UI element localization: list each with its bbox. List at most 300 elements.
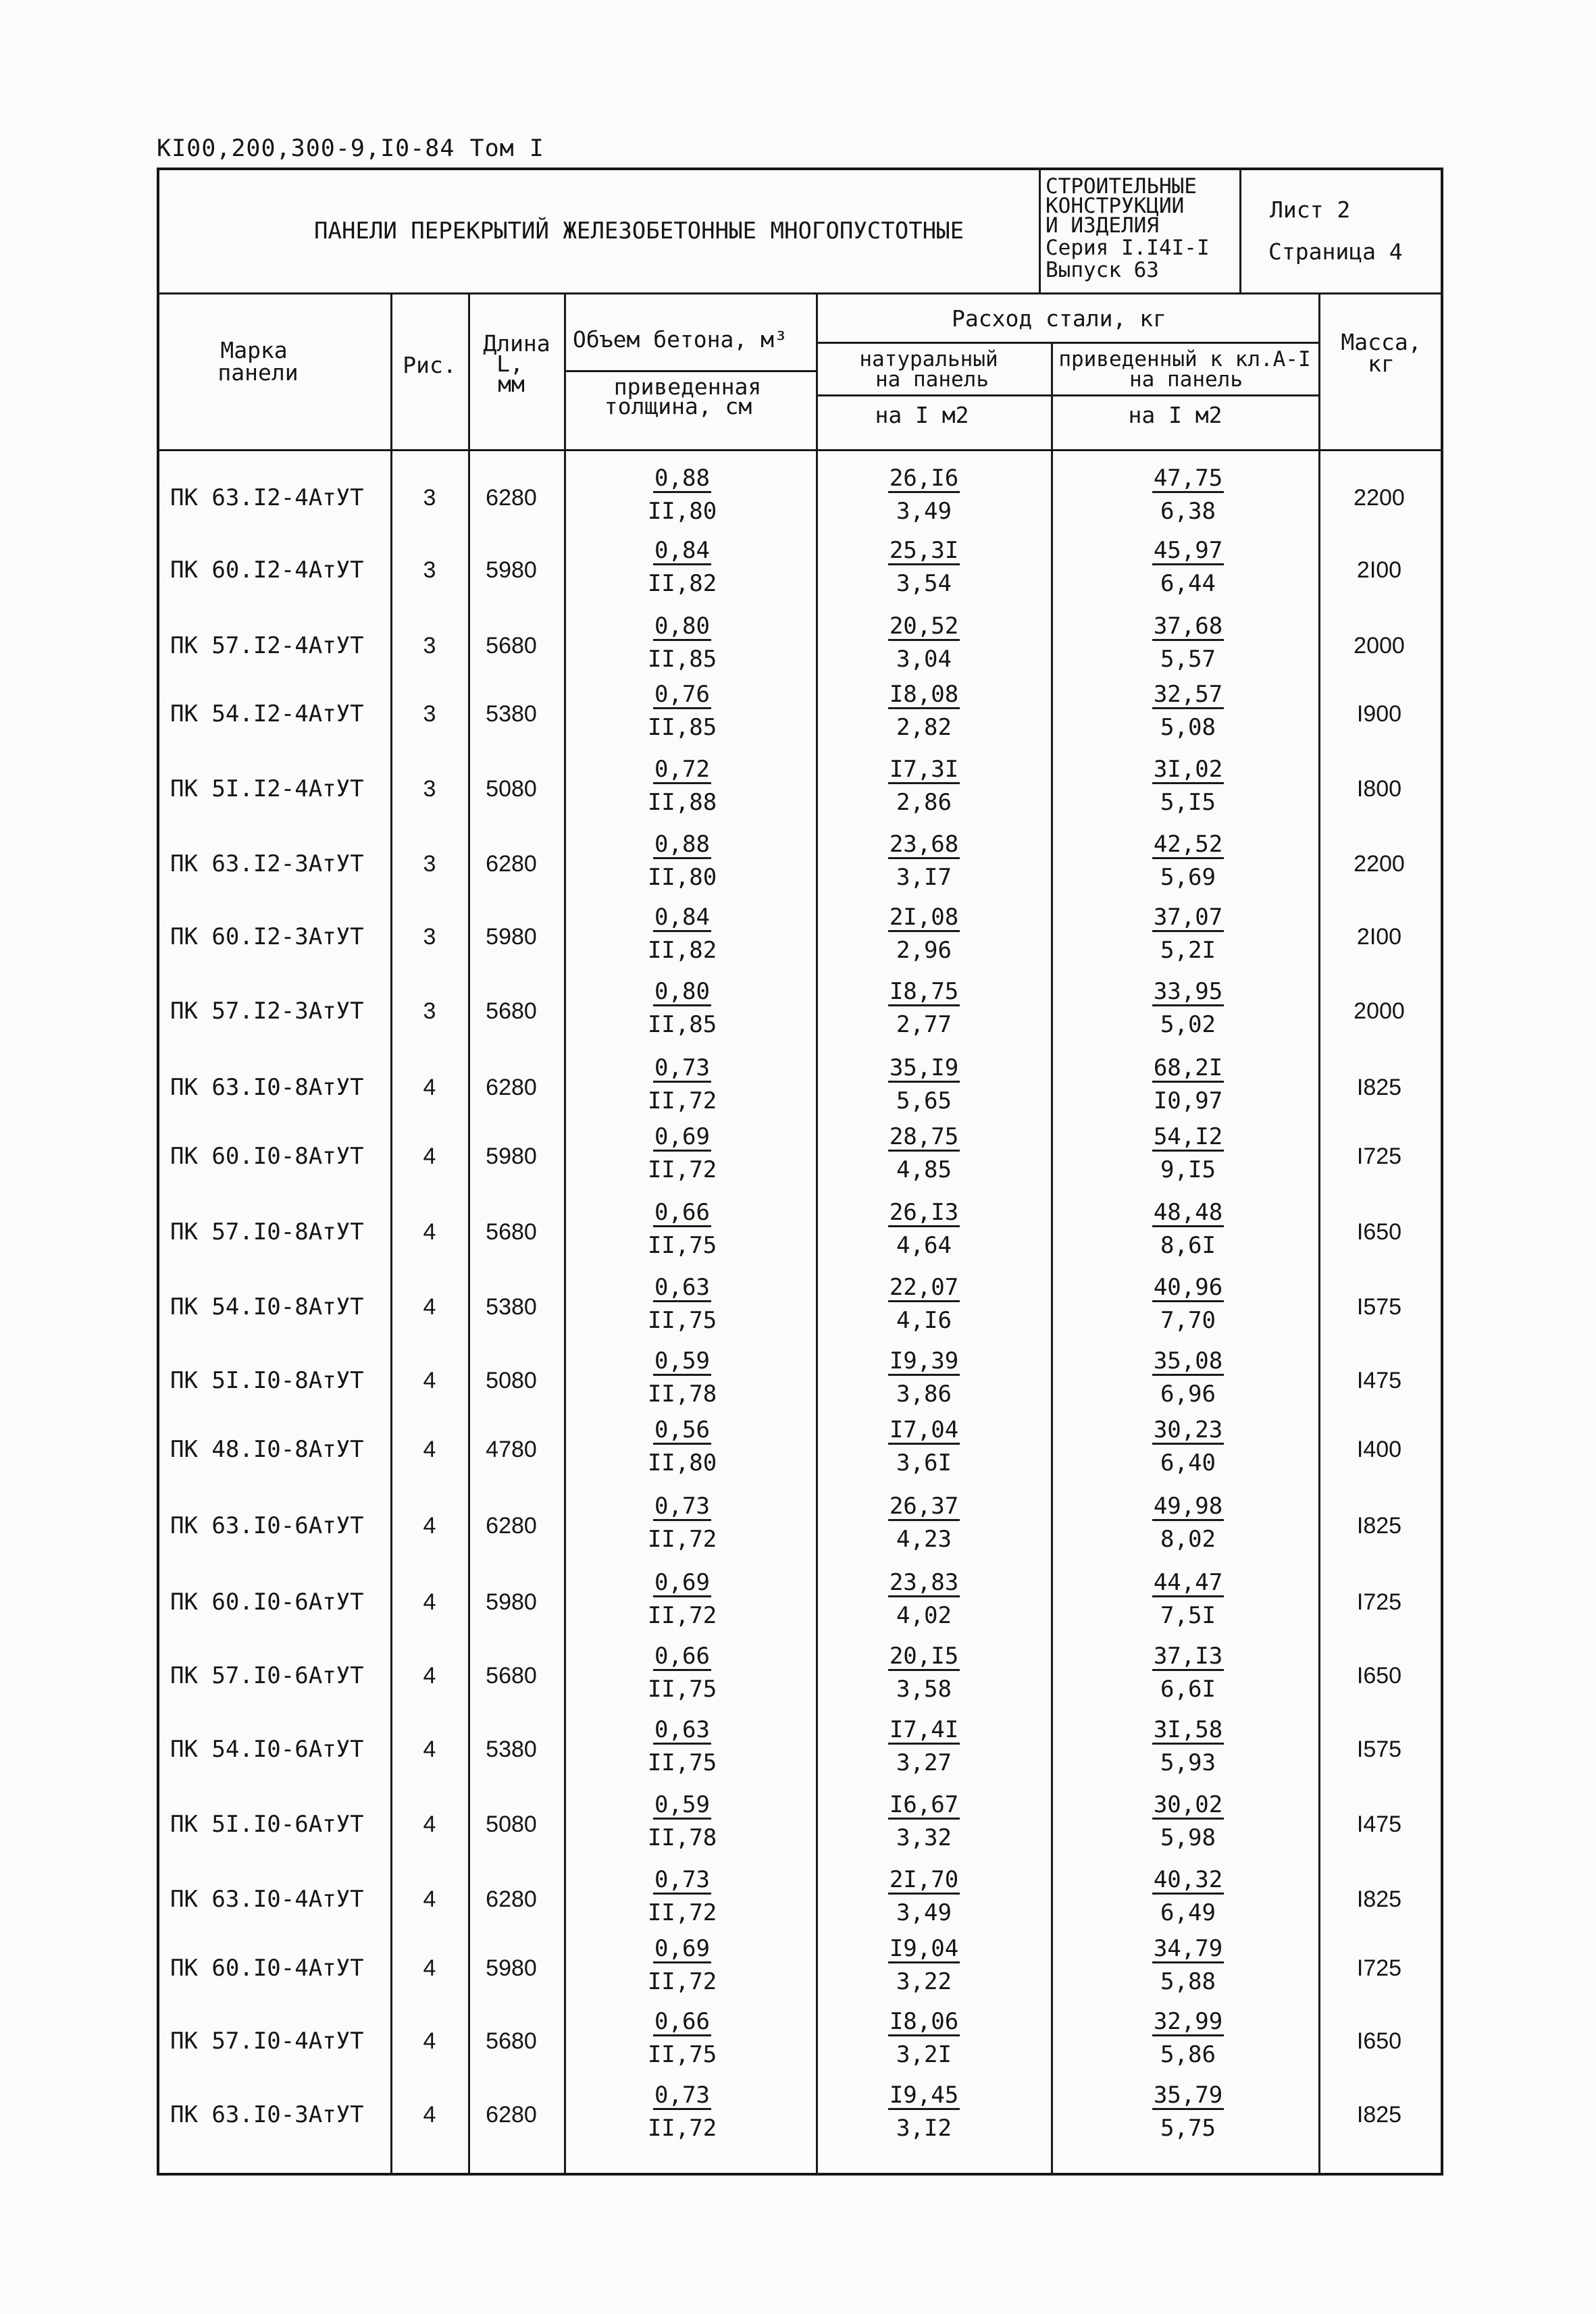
- concrete-volume-per-unit: II,72: [647, 1156, 717, 1183]
- concrete-volume-per-unit: II,82: [647, 937, 717, 964]
- steel-reduced-total: 49,98: [1153, 1493, 1223, 1520]
- steel-natural: [870, 1349, 978, 1406]
- document-code: KI00,200,300-9,I0-84 Том I: [157, 135, 544, 162]
- header-mass-line2: кг: [1368, 351, 1395, 377]
- panel-mark: ПК 60.I2-3АтУТ: [170, 923, 364, 950]
- concrete-volume: [628, 1056, 736, 1112]
- steel-reduced-total: 32,99: [1153, 2008, 1223, 2035]
- steel-reduced: [1134, 1125, 1242, 1181]
- concrete-volume: [628, 1495, 736, 1551]
- concrete-volume: [628, 1571, 736, 1627]
- header-reduced-line1: приведенный к кл.А-I: [1058, 347, 1311, 371]
- steel-reduced-per-unit: 6,40: [1160, 1449, 1216, 1476]
- panel-length: 5380: [486, 701, 537, 727]
- header-natural-line2: на панель: [875, 367, 989, 392]
- steel-reduced-per-unit: 5,93: [1160, 1749, 1216, 1776]
- steel-reduced-total: 35,79: [1153, 2082, 1223, 2109]
- steel-reduced-total: 48,48: [1153, 1199, 1223, 1226]
- concrete-volume-total: 0,69: [654, 1935, 710, 1962]
- panel-mass: 2200: [1354, 851, 1405, 877]
- figure-number: 4: [423, 1368, 436, 1393]
- steel-reduced: [1134, 467, 1242, 523]
- steel-reduced-total: 30,02: [1153, 1791, 1223, 1818]
- steel-natural-per-unit: 4,85: [896, 1156, 952, 1183]
- steel-reduced-total: 44,47: [1153, 1569, 1223, 1596]
- figure-number: 4: [423, 1294, 436, 1320]
- figure-number: 4: [423, 1075, 436, 1100]
- panel-length: 5980: [486, 557, 537, 583]
- concrete-volume: [628, 1793, 736, 1849]
- steel-reduced-total: 37,I3: [1153, 1643, 1223, 1670]
- steel-natural-total: I6,67: [889, 1791, 959, 1818]
- steel-natural: [870, 683, 978, 739]
- panel-mark: ПК 57.I2-3АтУТ: [170, 998, 364, 1025]
- concrete-volume-total: 0,88: [654, 465, 710, 492]
- panel-length: 5680: [486, 1219, 537, 1245]
- steel-reduced: [1134, 1868, 1242, 1924]
- concrete-volume-per-unit: II,80: [647, 498, 717, 525]
- steel-natural-per-unit: 3,49: [896, 498, 952, 525]
- panel-mass: 2I00: [1356, 557, 1402, 583]
- concrete-volume-per-unit: II,72: [647, 1087, 717, 1114]
- steel-natural-per-unit: 3,58: [896, 1676, 952, 1703]
- steel-natural-total: I9,45: [889, 2082, 959, 2109]
- steel-reduced: [1134, 1645, 1242, 1701]
- panel-length: 5080: [486, 1811, 537, 1837]
- concrete-volume-total: 0,69: [654, 1569, 710, 1596]
- steel-reduced-per-unit: 6,38: [1160, 498, 1216, 525]
- reduced-sub-line: [1052, 394, 1318, 396]
- steel-natural-per-unit: 5,65: [896, 1087, 952, 1114]
- figure-number: 4: [423, 1663, 436, 1689]
- steel-reduced: [1134, 1793, 1242, 1849]
- figure-number: 3: [423, 776, 436, 802]
- steel-natural-per-unit: 3,86: [896, 1381, 952, 1408]
- panel-mass: I825: [1356, 1075, 1402, 1100]
- panel-length: 5980: [486, 1143, 537, 1169]
- steel-natural-per-unit: 4,64: [896, 1232, 952, 1259]
- panel-length: 5080: [486, 1368, 537, 1393]
- concrete-volume-per-unit: II,75: [647, 1676, 717, 1703]
- steel-reduced-per-unit: 5,69: [1160, 864, 1216, 891]
- concrete-volume-total: 0,84: [654, 537, 710, 564]
- panel-mark: ПК 54.I0-8АтУТ: [170, 1293, 364, 1320]
- steel-natural-total: I8,06: [889, 2008, 959, 2035]
- header-natural-sub: на I м2: [875, 402, 969, 428]
- panel-length: 5680: [486, 998, 537, 1024]
- steel-reduced-per-unit: 5,I5: [1160, 789, 1216, 816]
- panel-mark: ПК 57.I0-8АтУТ: [170, 1218, 364, 1245]
- title-and-table-frame: [157, 168, 1443, 2176]
- steel-natural-per-unit: 4,23: [896, 1526, 952, 1553]
- concrete-volume-per-unit: II,75: [647, 1232, 717, 1259]
- concrete-volume: [628, 1645, 736, 1701]
- figure-number: 4: [423, 1513, 436, 1539]
- steel-natural-per-unit: 4,I6: [896, 1307, 952, 1334]
- concrete-volume-total: 0,66: [654, 1199, 710, 1226]
- figure-number: 4: [423, 1811, 436, 1837]
- steel-natural-total: 28,75: [889, 1123, 959, 1150]
- panel-mark: ПК 63.I0-4АтУТ: [170, 1886, 364, 1913]
- panel-mass: I900: [1356, 701, 1402, 727]
- panel-length: 5380: [486, 1737, 537, 1762]
- steel-natural: [870, 1937, 978, 1993]
- panel-mass: I825: [1356, 2102, 1402, 2128]
- concrete-volume-total: 0,80: [654, 978, 710, 1005]
- steel-natural: [870, 980, 978, 1036]
- panel-mark: ПК 54.I2-4АтУТ: [170, 700, 364, 727]
- steel-natural-total: I9,39: [889, 1347, 959, 1374]
- steel-reduced-per-unit: 5,2I: [1160, 937, 1216, 964]
- panel-mark: ПК 57.I2-4АтУТ: [170, 632, 364, 659]
- steel-natural: [870, 1056, 978, 1112]
- figure-number: 3: [423, 924, 436, 950]
- steel-natural-per-unit: 2,82: [896, 714, 952, 741]
- steel-natural-total: 25,3I: [889, 537, 959, 564]
- steel-reduced-per-unit: 5,57: [1160, 646, 1216, 673]
- concrete-volume-total: 0,66: [654, 2008, 710, 2035]
- header-length-line1: Длина: [483, 330, 550, 357]
- panel-mark: ПК 60.I0-8АтУТ: [170, 1143, 364, 1170]
- steel-natural-per-unit: 4,02: [896, 1602, 952, 1629]
- concrete-volume-total: 0,63: [654, 1716, 710, 1743]
- page-number: Страница 4: [1268, 238, 1403, 265]
- steel-reduced-per-unit: 7,5I: [1160, 1602, 1216, 1629]
- concrete-volume: [628, 833, 736, 889]
- steel-reduced: [1134, 2010, 1242, 2066]
- steel-reduced: [1134, 906, 1242, 962]
- concrete-volume-per-unit: II,72: [647, 1526, 717, 1553]
- steel-natural: [870, 1645, 978, 1701]
- steel-reduced: [1134, 833, 1242, 889]
- steel-natural-total: 20,52: [889, 613, 959, 640]
- steel-natural: [870, 833, 978, 889]
- panel-length: 5980: [486, 1955, 537, 1981]
- steel-natural-total: 23,83: [889, 1569, 959, 1596]
- concrete-volume-total: 0,80: [654, 613, 710, 640]
- figure-number: 3: [423, 701, 436, 727]
- header-concrete-sub2: толщина, см: [604, 393, 752, 419]
- steel-reduced-total: 37,68: [1153, 613, 1223, 640]
- concrete-volume: [628, 539, 736, 595]
- steel-reduced-per-unit: 7,70: [1160, 1307, 1216, 1334]
- figure-number: 4: [423, 1955, 436, 1981]
- steel-reduced-per-unit: 8,02: [1160, 1526, 1216, 1553]
- steel-natural-total: 20,I5: [889, 1643, 959, 1670]
- panel-mark: ПК 57.I0-4АтУТ: [170, 2028, 364, 2055]
- concrete-volume-total: 0,73: [654, 1493, 710, 1520]
- steel-natural-total: I7,3I: [889, 756, 959, 783]
- steel-reduced: [1134, 1276, 1242, 1332]
- steel-reduced: [1134, 980, 1242, 1036]
- panel-mark: ПК 63.I0-3АтУТ: [170, 2101, 364, 2128]
- steel-reduced: [1134, 539, 1242, 595]
- steel-natural-per-unit: 2,77: [896, 1011, 952, 1038]
- steel-reduced-total: 30,23: [1153, 1416, 1223, 1443]
- header-length-line2: L,: [496, 351, 523, 377]
- concrete-volume-total: 0,63: [654, 1274, 710, 1301]
- steel-reduced-total: 35,08: [1153, 1347, 1223, 1374]
- body-col-divider-mark: [390, 449, 392, 2176]
- panel-mass: 2200: [1354, 485, 1405, 511]
- panel-mark: ПК 63.I0-6АтУТ: [170, 1512, 364, 1539]
- steel-natural: [870, 1418, 978, 1474]
- steel-reduced-per-unit: 6,6I: [1160, 1676, 1216, 1703]
- steel-reduced: [1134, 2084, 1242, 2140]
- steel-reduced-per-unit: 9,I5: [1160, 1156, 1216, 1183]
- steel-reduced-total: 45,97: [1153, 537, 1223, 564]
- concrete-volume-total: 0,59: [654, 1791, 710, 1818]
- panel-mass: I475: [1356, 1368, 1402, 1393]
- sheet-number: Лист 2: [1270, 197, 1351, 223]
- steel-natural-total: 26,37: [889, 1493, 959, 1520]
- steel-natural-per-unit: 3,49: [896, 1899, 952, 1926]
- document-title: ПАНЕЛИ ПЕРЕКРЫТИЙ ЖЕЛЕЗОБЕТОННЫЕ МНОГОПУСТОТНЫЕ: [314, 217, 964, 245]
- steel-natural-per-unit: 3,I2: [896, 2115, 952, 2142]
- steel-natural-per-unit: 2,96: [896, 937, 952, 964]
- concrete-volume-per-unit: II,75: [647, 1307, 717, 1334]
- panel-mass: I725: [1356, 1955, 1402, 1981]
- figure-number: 4: [423, 1219, 436, 1245]
- concrete-header-line: [564, 370, 817, 372]
- header-concrete: Объем бетона, м³: [573, 326, 788, 353]
- steel-reduced-per-unit: 5,98: [1160, 1824, 1216, 1851]
- panel-mass: 2000: [1354, 633, 1405, 659]
- steel-reduced-per-unit: 6,44: [1160, 570, 1216, 597]
- figure-number: 3: [423, 485, 436, 511]
- concrete-volume-per-unit: II,85: [647, 714, 717, 741]
- steel-natural: [870, 615, 978, 671]
- steel-reduced-per-unit: 6,49: [1160, 1899, 1216, 1926]
- concrete-volume-per-unit: II,78: [647, 1381, 717, 1408]
- natural-sub-line: [817, 394, 1051, 396]
- steel-natural-total: 2I,70: [889, 1866, 959, 1893]
- steel-reduced: [1134, 1056, 1242, 1112]
- concrete-volume-per-unit: II,72: [647, 2115, 717, 2142]
- steel-natural: [870, 2010, 978, 2066]
- steel-natural-per-unit: 3,27: [896, 1749, 952, 1776]
- concrete-volume-per-unit: II,75: [647, 1749, 717, 1776]
- steel-reduced-total: 42,52: [1153, 831, 1223, 858]
- figure-number: 4: [423, 2028, 436, 2054]
- panel-mark: ПК 63.I2-4АтУТ: [170, 484, 364, 511]
- concrete-volume-total: 0,72: [654, 756, 710, 783]
- steel-reduced-total: 33,95: [1153, 978, 1223, 1005]
- panel-length: 5680: [486, 2028, 537, 2054]
- steel-natural-total: 35,I9: [889, 1054, 959, 1081]
- steel-natural-total: 26,I6: [889, 465, 959, 492]
- steel-header-line: [816, 342, 1319, 344]
- series-line-5: Выпуск 63: [1046, 258, 1159, 282]
- header-natural-line1: натуральный: [859, 347, 998, 371]
- concrete-volume: [628, 1937, 736, 1993]
- steel-reduced: [1134, 683, 1242, 739]
- steel-natural: [870, 906, 978, 962]
- concrete-volume: [628, 2010, 736, 2066]
- panel-length: 5080: [486, 776, 537, 802]
- concrete-volume: [628, 683, 736, 739]
- series-line-4: Серия I.I4I-I: [1046, 236, 1210, 260]
- panel-length: 5380: [486, 1294, 537, 1320]
- header-reduced-line2: на панель: [1129, 367, 1243, 392]
- panel-length: 6280: [486, 851, 537, 877]
- steel-natural-total: I9,04: [889, 1935, 959, 1962]
- title-block-divider-1: [1039, 168, 1041, 293]
- concrete-volume-per-unit: II,80: [647, 864, 717, 891]
- steel-reduced-per-unit: 8,6I: [1160, 1232, 1216, 1259]
- figure-number: 4: [423, 1737, 436, 1762]
- concrete-volume-per-unit: II,72: [647, 1968, 717, 1995]
- concrete-volume-total: 0,56: [654, 1416, 710, 1443]
- body-col-divider-natural: [1051, 449, 1053, 2176]
- panel-mark: ПК 60.I0-6АтУТ: [170, 1589, 364, 1616]
- steel-natural-total: 26,I3: [889, 1199, 959, 1226]
- panel-mark: ПК 5I.I0-6АтУТ: [170, 1811, 364, 1838]
- concrete-volume-per-unit: II,78: [647, 1824, 717, 1851]
- header-reduced-sub: на I м2: [1128, 402, 1222, 428]
- steel-reduced-total: 37,07: [1153, 904, 1223, 931]
- steel-reduced-per-unit: 5,88: [1160, 1968, 1216, 1995]
- concrete-volume-per-unit: II,85: [647, 1011, 717, 1038]
- steel-reduced-total: 3I,02: [1153, 756, 1223, 783]
- concrete-volume-per-unit: II,75: [647, 2041, 717, 2068]
- panel-mark: ПК 5I.I2-4АтУТ: [170, 775, 364, 802]
- steel-reduced: [1134, 1418, 1242, 1474]
- title-block-bottom-line: [157, 292, 1443, 294]
- panel-mass: I800: [1356, 776, 1402, 802]
- header-length-line3: мм: [498, 371, 525, 397]
- concrete-volume: [628, 1868, 736, 1924]
- concrete-volume-total: 0,88: [654, 831, 710, 858]
- steel-natural-total: I7,4I: [889, 1716, 959, 1743]
- concrete-volume-total: 0,66: [654, 1643, 710, 1670]
- col-divider-mark: [390, 292, 392, 450]
- concrete-volume: [628, 1349, 736, 1406]
- steel-natural: [870, 1793, 978, 1849]
- panel-length: 5980: [486, 1589, 537, 1615]
- concrete-volume-per-unit: II,72: [647, 1602, 717, 1629]
- figure-number: 3: [423, 998, 436, 1024]
- steel-natural: [870, 1276, 978, 1332]
- steel-natural: [870, 1868, 978, 1924]
- figure-number: 4: [423, 1437, 436, 1462]
- body-col-divider-fig: [468, 449, 470, 2176]
- concrete-volume: [628, 906, 736, 962]
- concrete-volume: [628, 758, 736, 814]
- panel-length: 6280: [486, 2102, 537, 2128]
- header-mark-line2: панели: [217, 359, 299, 386]
- concrete-volume: [628, 467, 736, 523]
- steel-reduced-total: 3I,58: [1153, 1716, 1223, 1743]
- concrete-volume: [628, 1201, 736, 1257]
- body-col-divider-length: [564, 449, 566, 2176]
- steel-reduced-per-unit: 5,08: [1160, 714, 1216, 741]
- steel-natural-per-unit: 3,22: [896, 1968, 952, 1995]
- header-mass-line1: Масса,: [1341, 329, 1422, 355]
- steel-natural: [870, 1495, 978, 1551]
- header-steel: Расход стали, кг: [952, 305, 1166, 332]
- steel-reduced-total: 40,32: [1153, 1866, 1223, 1893]
- panel-length: 5680: [486, 1663, 537, 1689]
- panel-mass: 2000: [1354, 998, 1405, 1024]
- panel-mass: I650: [1356, 1663, 1402, 1689]
- steel-reduced-per-unit: 5,75: [1160, 2115, 1216, 2142]
- steel-reduced-per-unit: I0,97: [1153, 1087, 1223, 1114]
- figure-number: 4: [423, 1143, 436, 1169]
- steel-natural-per-unit: 3,2I: [896, 2041, 952, 2068]
- steel-reduced-total: 40,96: [1153, 1274, 1223, 1301]
- panel-length: 4780: [486, 1437, 537, 1462]
- concrete-volume-total: 0,73: [654, 2082, 710, 2109]
- concrete-volume-per-unit: II,80: [647, 1449, 717, 1476]
- panel-length: 6280: [486, 1513, 537, 1539]
- panel-length: 6280: [486, 1886, 537, 1912]
- steel-natural-total: 2I,08: [889, 904, 959, 931]
- panel-mark: ПК 63.I0-8АтУТ: [170, 1074, 364, 1101]
- panel-mark: ПК 63.I2-3АтУТ: [170, 850, 364, 877]
- concrete-volume: [628, 980, 736, 1036]
- body-col-divider-steel: [1318, 449, 1320, 2176]
- steel-natural-per-unit: 3,6I: [896, 1449, 952, 1476]
- steel-reduced: [1134, 1571, 1242, 1627]
- figure-number: 3: [423, 633, 436, 659]
- steel-reduced-total: 47,75: [1153, 465, 1223, 492]
- steel-natural: [870, 1718, 978, 1774]
- figure-number: 4: [423, 1589, 436, 1615]
- concrete-volume-per-unit: II,72: [647, 1899, 717, 1926]
- panel-mark: ПК 5I.I0-8АтУТ: [170, 1367, 364, 1394]
- steel-reduced-total: 68,2I: [1153, 1054, 1223, 1081]
- steel-natural: [870, 1571, 978, 1627]
- panel-mark: ПК 54.I0-6АтУТ: [170, 1736, 364, 1763]
- steel-natural: [870, 1201, 978, 1257]
- steel-natural-total: I7,04: [889, 1416, 959, 1443]
- panel-mass: I400: [1356, 1437, 1402, 1462]
- panel-mark: ПК 60.I0-4АтУТ: [170, 1955, 364, 1982]
- steel-natural-per-unit: 3,54: [896, 570, 952, 597]
- body-col-divider-concrete: [816, 449, 818, 2176]
- steel-natural: [870, 539, 978, 595]
- concrete-volume-per-unit: II,85: [647, 646, 717, 673]
- concrete-volume-total: 0,59: [654, 1347, 710, 1374]
- concrete-volume-per-unit: II,82: [647, 570, 717, 597]
- concrete-volume: [628, 1125, 736, 1181]
- steel-reduced: [1134, 1718, 1242, 1774]
- steel-reduced-per-unit: 6,96: [1160, 1381, 1216, 1408]
- panel-mark: ПК 60.I2-4АтУТ: [170, 557, 364, 584]
- figure-number: 4: [423, 2102, 436, 2128]
- panel-mass: I575: [1356, 1737, 1402, 1762]
- steel-natural-per-unit: 3,I7: [896, 864, 952, 891]
- col-divider-fig: [468, 292, 470, 450]
- panel-mass: I825: [1356, 1513, 1402, 1539]
- concrete-volume: [628, 2084, 736, 2140]
- steel-natural-total: 23,68: [889, 831, 959, 858]
- concrete-volume-total: 0,69: [654, 1123, 710, 1150]
- concrete-volume-total: 0,76: [654, 681, 710, 708]
- panel-length: 5680: [486, 633, 537, 659]
- header-concrete-sub1: приведенная: [613, 374, 762, 400]
- title-block-divider-2: [1239, 168, 1241, 293]
- steel-natural: [870, 467, 978, 523]
- steel-natural-total: 22,07: [889, 1274, 959, 1301]
- steel-reduced: [1134, 615, 1242, 671]
- steel-reduced: [1134, 1495, 1242, 1551]
- panel-mass: I475: [1356, 1811, 1402, 1837]
- panel-length: 6280: [486, 485, 537, 511]
- steel-reduced-total: 34,79: [1153, 1935, 1223, 1962]
- panel-mark: ПК 57.I0-6АтУТ: [170, 1662, 364, 1689]
